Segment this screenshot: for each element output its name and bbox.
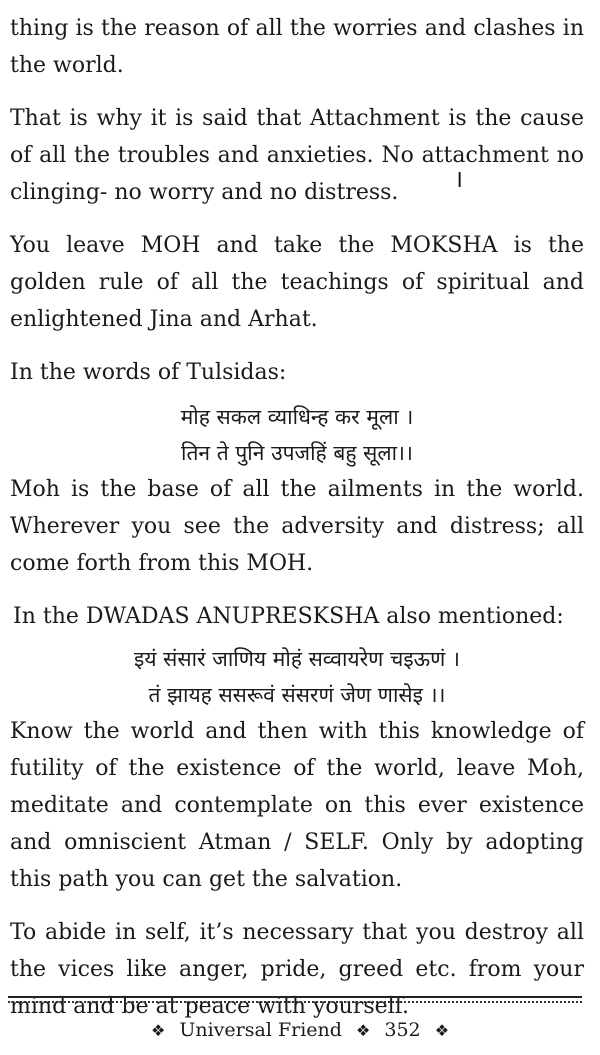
paragraph-7: Know the world and then with this knowledge of futility of the existence of the world, leave Moh, meditate and contemplate on this ever existence and omniscient Atman / SELF. Only by adopting this path you can get the salvation. xyxy=(10,719,584,892)
verse-anupreksha-line-1: इयं संसारं जाणिय मोहं सव्वायरेण चइऊणं । xyxy=(134,647,460,671)
verse-anupreksha-line-2: तं झायह ससरूवं संसरणं जेण णासेइ ।। xyxy=(148,683,446,707)
page-number: 352 xyxy=(384,1019,421,1041)
book-title: Universal Friend xyxy=(179,1019,342,1041)
paragraph-2: That is why it is said that Attachment is the cause of all the troubles and anxieties. No attachment no clinging- no worry and no distress. xyxy=(10,106,584,205)
paragraph-8: To abide in self, it’s necessary that you destroy all the vices like anger, pride, greed etc. from your mind and be at peace with yourself. xyxy=(10,920,584,1019)
paragraph-3: You leave MOH and take the MOKSHA is the golden rule of all the teachings of spiritual and enlightened Jina and Arhat. xyxy=(10,233,584,332)
verse-tulsidas-line-2: तिन ते पुनि उपजहिं बहु सूला।। xyxy=(181,441,413,465)
paragraph-1: thing is the reason of all the worries and clashes in the world. xyxy=(10,16,584,78)
paragraph-4: In the words of Tulsidas: xyxy=(10,360,287,385)
paragraph-5: Moh is the base of all the ailments in the world. Wherever you see the adversity and distress; all come forth from this MOH. xyxy=(10,477,584,576)
page-body xyxy=(10,10,584,1025)
footer-rule-solid xyxy=(8,996,582,998)
verse-tulsidas-line-1: मोह सकल व्याधिन्ह कर मूला । xyxy=(180,405,414,429)
page-footer xyxy=(0,1018,600,1043)
ornament-icon: ❖ xyxy=(434,1021,450,1040)
paragraph-6: In the DWADAS ANUPRESKSHA also mentioned: xyxy=(13,604,564,629)
footer-rule-dotted xyxy=(8,1001,582,1003)
stray-danda-mark: । xyxy=(454,165,464,193)
footer-rule xyxy=(8,996,582,1003)
ornament-icon: ❖ xyxy=(150,1021,166,1040)
ornament-icon: ❖ xyxy=(355,1021,371,1040)
